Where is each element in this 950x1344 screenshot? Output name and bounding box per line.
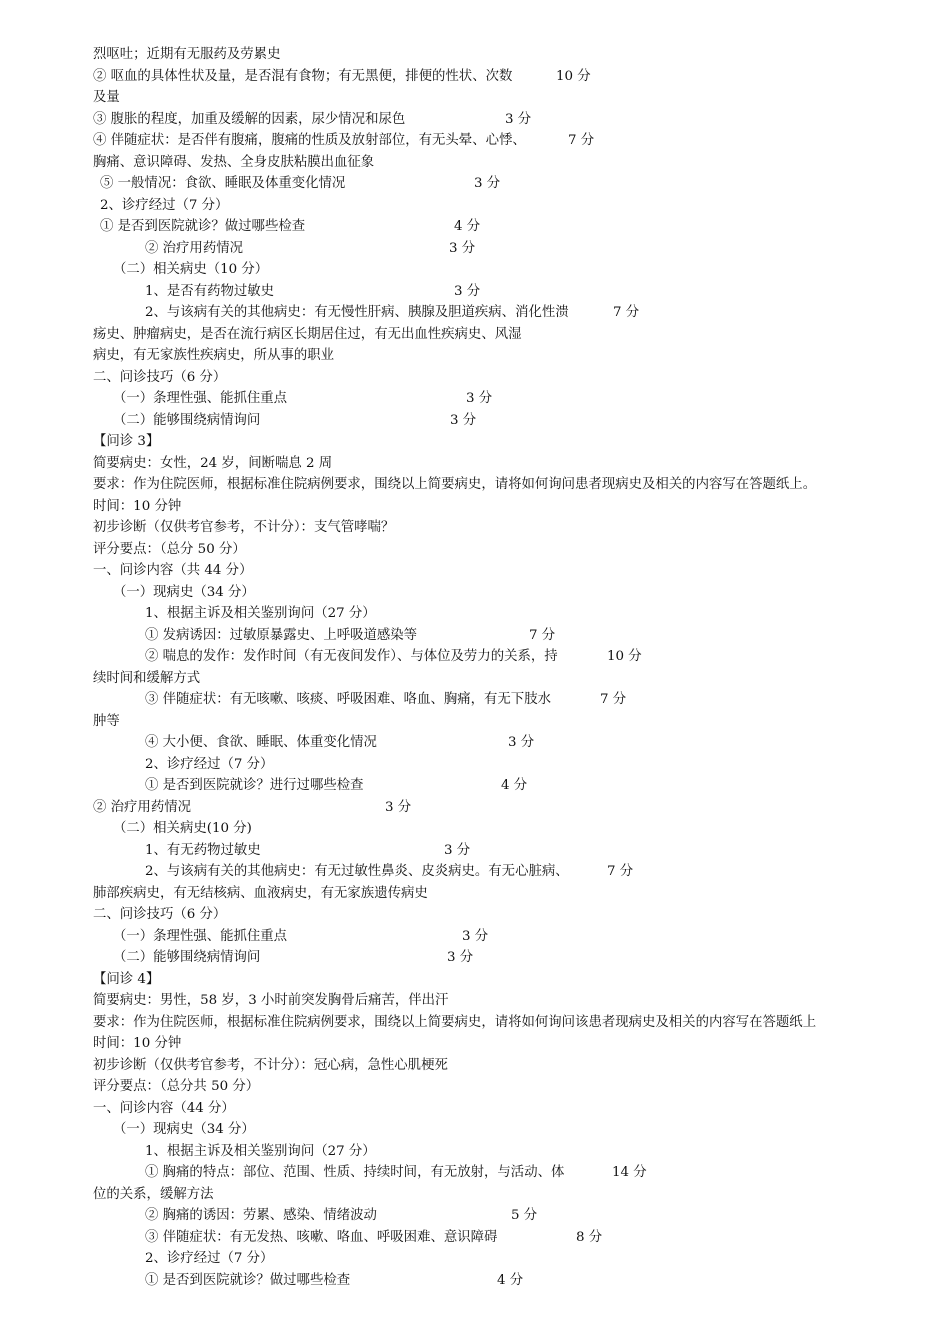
text-line: [93, 1076, 950, 1098]
line-text: ③ 伴随症状：有无发热、咳嗽、咯血、呼吸困难、意识障碍: [145, 1229, 498, 1245]
text-line: [93, 109, 950, 131]
line-score: 7 分: [568, 133, 595, 148]
line-text: 肺部疾病史，有无结核病、血液病史，有无家族遗传病史: [93, 885, 428, 901]
line-text: 1、有无药物过敏史: [145, 842, 261, 858]
text-line: [93, 904, 950, 926]
text-line: [93, 883, 950, 905]
line-score: 3 分: [474, 176, 501, 191]
line-text: 2、诊疗经过（7 分）: [145, 1251, 274, 1266]
line-text: 一、问诊内容（共 44 分）: [93, 563, 253, 578]
line-text: ③ 腹胀的程度，加重及缓解的因素，尿少情况和尿色: [93, 111, 406, 127]
line-text: ② 呕血的具体性状及量，是否混有食物；有无黑便，排便的性状、次数: [93, 68, 513, 84]
line-text: 胸痛、意识障碍、发热、全身皮肤粘膜出血征象: [93, 154, 375, 170]
line-score: 4 分: [454, 219, 481, 234]
line-text: ④ 大小便、食欲、睡眠、体重变化情况: [145, 735, 377, 750]
line-text: ④ 伴随症状：是否伴有腹痛，腹痛的性质及放射部位，有无头晕、心悸、: [93, 133, 526, 148]
text-line: [93, 969, 950, 991]
line-text: （二）相关病史(10 分): [113, 821, 252, 836]
line-text: 一、问诊内容（44 分）: [93, 1100, 235, 1116]
line-text: （一）条理性强、能抓住重点: [113, 928, 288, 944]
text-line: [93, 453, 950, 475]
line-text: 初步诊断（仅供考官参考，不计分）：冠心病，急性心肌梗死: [93, 1057, 448, 1073]
line-text: 疡史、肿瘤病史，是否在流行病区长期居住过，有无出血性疾病史、风湿: [93, 326, 522, 342]
text-line: [145, 1227, 950, 1249]
text-line: [100, 195, 950, 217]
text-line: [93, 1012, 950, 1034]
line-score: 3 分: [466, 391, 493, 406]
line-text: 2、与该病有关的其他病史：有无过敏性鼻炎、皮炎病史。有无心脏病、: [145, 864, 569, 879]
text-line: [93, 324, 950, 346]
text-line: [145, 1162, 950, 1184]
line-text: 2、与该病有关的其他病史：有无慢性肝病、胰腺及胆道疾病、消化性溃: [145, 305, 569, 320]
text-line: [113, 1119, 950, 1141]
text-line: [113, 818, 950, 840]
text-line: [93, 1184, 950, 1206]
text-line: [145, 775, 950, 797]
line-score: 3 分: [385, 799, 412, 815]
line-text: （一）现病史（34 分）: [113, 584, 255, 600]
line-text: 要求：作为住院医师，根据标准住院病例要求，围绕以上简要病史，请将如何询问患者现病史及相关的内容写在答题纸上。: [93, 477, 817, 492]
text-line: [113, 410, 950, 432]
text-line: [113, 388, 950, 410]
text-line: [93, 345, 950, 367]
text-line: [113, 947, 950, 969]
text-line: [113, 259, 950, 281]
line-score: 7 分: [600, 692, 627, 707]
line-text: ① 是否到医院就诊？进行过哪些检查: [145, 778, 364, 793]
line-score: 7 分: [607, 864, 634, 879]
line-text: 1、是否有药物过敏史: [145, 283, 275, 299]
text-line: [145, 238, 950, 260]
line-text: 及量: [93, 90, 120, 105]
text-line: [93, 1098, 950, 1120]
text-line: [93, 431, 950, 453]
line-text: 时间：10 分钟: [93, 1036, 182, 1051]
line-score: 3 分: [505, 111, 532, 127]
line-score: 10 分: [556, 68, 591, 84]
line-score: 8 分: [576, 1229, 603, 1245]
line-score: 7 分: [613, 305, 640, 320]
line-text: （一）条理性强、能抓住重点: [113, 391, 288, 406]
line-text: 简要病史：女性，24 岁，间断喘息 2 周: [93, 455, 333, 471]
line-text: （二）相关病史（10 分）: [113, 262, 269, 277]
line-score: 3 分: [454, 283, 481, 299]
line-score: 4 分: [497, 1272, 524, 1288]
text-line: [93, 517, 950, 539]
line-text: ① 胸痛的特点：部位、范围、性质、持续时间，有无放射，与活动、体: [145, 1165, 565, 1180]
text-line: [93, 711, 950, 733]
line-text: ③ 伴随症状：有无咳嗽、咳痰、呼吸困难、咯血、胸痛，有无下肢水: [145, 692, 551, 707]
line-text: ② 治疗用药情况: [93, 799, 191, 815]
line-text: 要求：作为住院医师，根据标准住院病例要求，围绕以上简要病史，请将如何询问该患者现病史及相关的内容写在答题纸上: [93, 1014, 817, 1030]
text-line: [145, 732, 950, 754]
text-line: [93, 990, 950, 1012]
text-line: [145, 281, 950, 303]
line-text: ② 治疗用药情况: [145, 240, 243, 256]
line-score: 3 分: [444, 842, 471, 858]
line-text: （一）现病史（34 分）: [113, 1122, 255, 1137]
line-text: 评分要点：（总分共 50 分）: [93, 1079, 260, 1094]
text-line: [145, 861, 950, 883]
line-score: 7 分: [529, 627, 556, 643]
line-text: 二、问诊技巧（6 分）: [93, 907, 227, 922]
line-text: 续时间和缓解方式: [93, 670, 201, 686]
line-text: 【问诊 4】: [93, 971, 160, 987]
text-line: [145, 302, 950, 324]
line-text: ② 胸痛的诱因：劳累、感染、情绪波动: [145, 1208, 377, 1223]
line-text: 2、诊疗经过（7 分）: [145, 756, 274, 772]
line-text: 1、根据主诉及相关鉴别询问（27 分）: [145, 606, 376, 621]
text-line: [93, 474, 950, 496]
text-line: [100, 216, 950, 238]
line-text: 时间：10 分钟: [93, 498, 182, 514]
text-line: [93, 87, 950, 109]
line-text: 评分要点：（总分 50 分）: [93, 541, 246, 557]
line-score: 3 分: [462, 928, 489, 944]
line-text: 烈呕吐；近期有无服药及劳累史: [93, 47, 281, 62]
line-score: 3 分: [449, 240, 476, 256]
line-text: 2、诊疗经过（7 分）: [100, 197, 229, 213]
line-text: 病史，有无家族性疾病史，所从事的职业: [93, 348, 335, 363]
line-score: 10 分: [607, 649, 642, 664]
line-text: ① 是否到医院就诊？做过哪些检查: [100, 219, 306, 234]
line-text: （二）能够围绕病情询问: [113, 412, 261, 428]
text-line: [113, 582, 950, 604]
text-line: [93, 152, 950, 174]
line-text: ① 是否到医院就诊？做过哪些检查: [145, 1272, 351, 1288]
line-text: 二、问诊技巧（6 分）: [93, 369, 227, 385]
text-line: [100, 173, 950, 195]
text-line: [93, 367, 950, 389]
line-text: 位的关系，缓解方法: [93, 1186, 214, 1202]
line-text: 【问诊 3】: [93, 434, 160, 449]
text-line: [145, 646, 950, 668]
text-line: [145, 603, 950, 625]
text-line: [93, 560, 950, 582]
text-line: [93, 66, 950, 88]
line-score: 14 分: [612, 1165, 647, 1180]
line-score: 3 分: [508, 735, 535, 750]
text-line: [145, 754, 950, 776]
line-text: ② 喘息的发作：发作时间（有无夜间发作）、与体位及劳力的关系，持: [145, 649, 558, 664]
line-text: 初步诊断（仅供考官参考，不计分）：支气管哮喘？: [93, 520, 395, 535]
text-line: [113, 926, 950, 948]
line-score: 3 分: [450, 412, 477, 428]
text-line: [145, 1141, 950, 1163]
text-line: [93, 668, 950, 690]
text-line: [145, 1205, 950, 1227]
text-line: [93, 797, 950, 819]
line-text: ① 发病诱因：过敏原暴露史、上呼吸道感染等: [145, 627, 418, 643]
text-line: [93, 130, 950, 152]
line-score: 4 分: [501, 778, 528, 793]
text-line: [145, 1270, 950, 1292]
text-line: [93, 1033, 950, 1055]
text-line: [145, 625, 950, 647]
text-line: [145, 840, 950, 862]
text-line: [93, 44, 950, 66]
text-line: [93, 539, 950, 561]
text-line: [93, 496, 950, 518]
line-text: 1、根据主诉及相关鉴别询问（27 分）: [145, 1143, 376, 1159]
line-text: 肿等: [93, 713, 120, 729]
line-text: （二）能够围绕病情询问: [113, 950, 261, 965]
line-text: 简要病史：男性，58 岁，3 小时前突发胸骨后痛苦，伴出汗: [93, 993, 449, 1008]
line-score: 3 分: [447, 950, 474, 965]
text-line: [93, 1055, 950, 1077]
line-text: ⑤ 一般情况：食欲、睡眠及体重变化情况: [100, 176, 346, 191]
text-line: [145, 689, 950, 711]
line-score: 5 分: [511, 1208, 538, 1223]
text-line: [145, 1248, 950, 1270]
